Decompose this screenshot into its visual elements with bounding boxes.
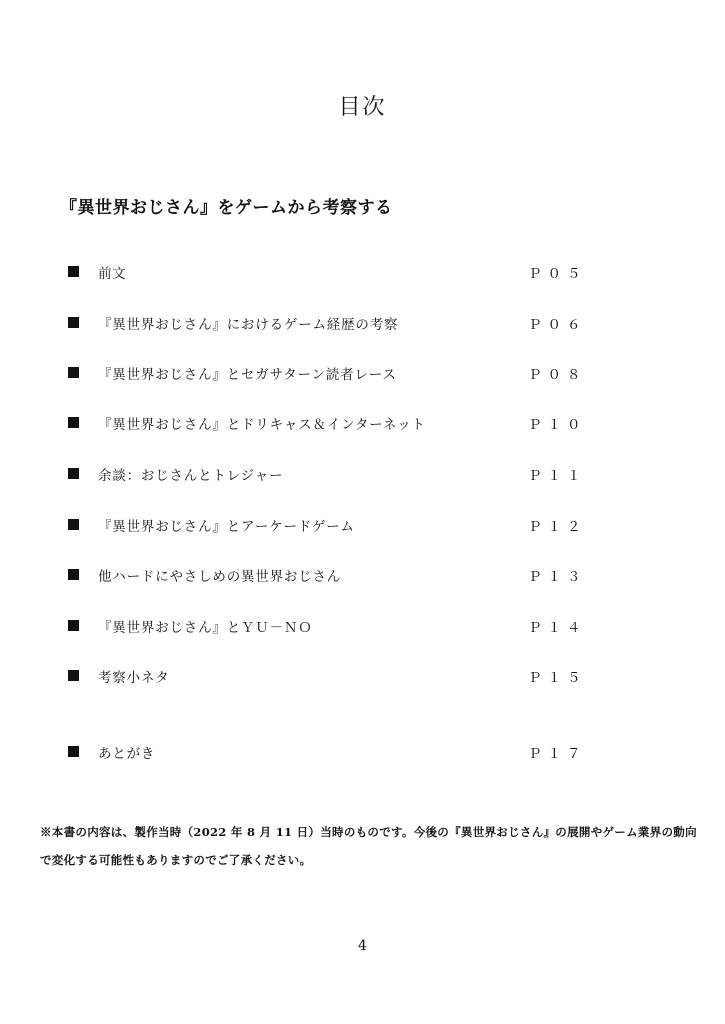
toc-entry-page: Ｐ１４ <box>528 620 587 636</box>
page-title: 目次 <box>338 95 387 120</box>
toc-entry <box>68 363 588 385</box>
square-bullet-icon <box>68 468 79 479</box>
toc-entry-page: Ｐ１１ <box>528 468 587 484</box>
toc-entry-title: 余談：おじさんとトレジャー <box>98 468 284 484</box>
square-bullet-icon <box>68 746 79 757</box>
square-bullet-icon <box>68 417 79 428</box>
toc-entry <box>68 464 588 486</box>
toc-entry-title: 考察小ネタ <box>98 670 170 686</box>
toc-entry <box>68 742 588 764</box>
square-bullet-icon <box>68 670 79 681</box>
toc-entry-title: あとがき <box>98 746 156 762</box>
toc-entry <box>68 262 588 284</box>
square-bullet-icon <box>68 620 79 631</box>
toc-entry-page: Ｐ０８ <box>528 367 587 383</box>
square-bullet-icon <box>68 569 79 580</box>
toc-entry <box>68 565 588 587</box>
square-bullet-icon <box>68 519 79 530</box>
toc-entry-page: Ｐ１２ <box>528 519 587 535</box>
square-bullet-icon <box>68 266 79 277</box>
square-bullet-icon <box>68 367 79 378</box>
toc-entry-title: 『異世界おじさん』とセガサターン読者レース <box>98 367 397 383</box>
section-heading: 『異世界おじさん』をゲームから考察する <box>60 198 393 218</box>
toc-entry-title: 他ハードにやさしめの異世界おじさん <box>98 569 342 585</box>
toc-entry-page: Ｐ０５ <box>528 266 587 282</box>
toc-entry-page: Ｐ１５ <box>528 670 587 686</box>
toc-entry-page: Ｐ１０ <box>528 417 587 433</box>
toc-entry-title: 『異世界おじさん』におけるゲーム経歴の考察 <box>98 317 399 333</box>
toc-entry-title: 前文 <box>98 266 127 282</box>
toc-entry-page: Ｐ１３ <box>528 569 587 585</box>
toc-entry-title: 『異世界おじさん』とＹＵ－ＮＯ <box>98 620 313 636</box>
toc-entry-title: 『異世界おじさん』とドリキャス＆インターネット <box>98 417 426 433</box>
toc-entry <box>68 413 588 435</box>
toc-entry-page: Ｐ０６ <box>528 317 587 333</box>
toc-entry <box>68 666 588 688</box>
toc-entry-page: Ｐ１７ <box>528 746 587 762</box>
page-number: 4 <box>358 938 367 954</box>
toc-entry-title: 『異世界おじさん』とアーケードゲーム <box>98 519 355 535</box>
disclaimer-note: ※本書の内容は、製作当時（2022 年 8 月 11 日）当時のものです。今後の『異世界おじさん』の展開やゲーム業界の動向で変化する可能性もありますのでご了承ください。 <box>40 825 697 867</box>
square-bullet-icon <box>68 317 79 328</box>
toc-entry <box>68 313 588 335</box>
toc-entry <box>68 616 588 638</box>
toc-entry <box>68 515 588 537</box>
